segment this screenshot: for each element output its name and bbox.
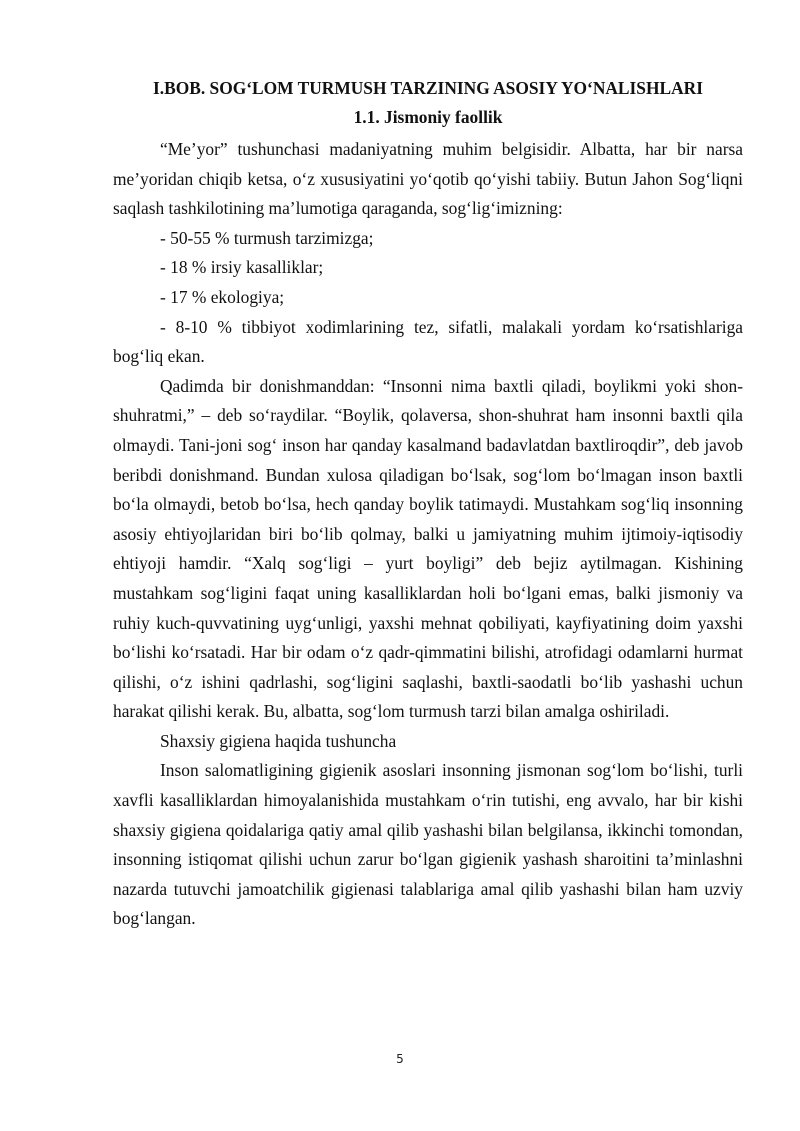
list-item: - 18 % irsiy kasalliklar; (160, 257, 324, 278)
section-title: 1.1. Jismoniy faollik (353, 107, 503, 127)
list-item: - 50-55 % turmush tarzimizga; (160, 227, 374, 248)
hygiene-paragraph: Inson salomatligining gigienik asoslari insonning jismonan sog‘lom bo‘lishi, turli xavfli kasalliklardan himoyalanishida mustahkam o‘rin tutishi, eng avvalo, har bir kishi shaxsiy gigiena qoidalariga qatiy amal qilib yashashi bilan belgilansa, ikkinchi tomondan, insonning istiqomat qilishi uchun zarur bo‘lgan gigienik yashash sharoitini ta’minlashni nazarda tutuvchi jamoatchilik gigienasi talablariga amal qilib yashashi bilan ham uzviy bog‘langan. (113, 760, 743, 929)
list-item: - 17 % ekologiya; (160, 286, 285, 307)
list-item: - 8-10 % tibbiyot xodimlarining tez, sifatli, malakali yordam ko‘rsatishlariga bog‘liq ekan. (113, 316, 743, 367)
chapter-title: I.BOB. SOG‘LOM TURMUSH TARZINING ASOSIY YO‘NALISHLARI (152, 78, 703, 98)
intro-paragraph: “Me’yor” tushunchasi madaniyatning muhim belgisidir. Albatta, har bir narsa me’yoridan chiqib ketsa, o‘z xususiyatini yo‘qotib qo‘yishi tabiiy. Butun Jahon Sog‘liqni saqlash tashkilotining ma’lumotiga qaraganda, sog‘lig‘imizning: (113, 139, 743, 219)
main-paragraph: Qadimda bir donishmanddan: “Insonni nima baxtli qiladi, boylikmi yoki shon-shuhratmi,” – deb so‘raydilar. “Boylik, qolaversa, shon-shuhrat ham insonni baxtli qila olmaydi. Tani-joni sog‘ inson har qanday kasalmand badavlatdan baxtliroqdir”, deb javob beribdi donishmand. Bundan xulosa qiladigan bo‘lsak, sog‘lom bo‘lmagan inson baxtli bo‘la olmaydi, betob bo‘lsa, hech qanday boylik tatimaydi. Mustahkam sog‘liq insonning asosiy ehtiyojlaridan biri bo‘lib qolmay, balki u jamiyatning muhim ijtimoiy-iqtisodiy ehtiyoji hamdir. “Xalq sog‘ligi – yurt boyligi” deb bejiz aytilmagan. Kishining mustahkam sog‘ligini faqat uning kasalliklardan holi bo‘lgani emas, balki jismoniy va ruhiy kuch-quvvatining uyg‘unligi, yaxshi mehnat qobiliyati, kayfiyatining doim yaxshi bo‘lishi ko‘rsatadi. Har bir odam o‘z qadr-qimmatini bilishi, atrofidagi odamlarni hurmat qilishi, o‘z ishini qadrlashi, sog‘ligini saqlashi, baxtli-saodatli bo‘lib yashashi uchun harakat qilishi kerak. Bu, albatta, sog‘lom turmush tarzi bilan amalga oshiriladi. (113, 375, 743, 722)
document-page (113, 74, 743, 934)
subtopic-title: Shaxsiy gigiena haqida tushuncha (160, 730, 397, 751)
page-number: 5 (396, 1052, 404, 1066)
